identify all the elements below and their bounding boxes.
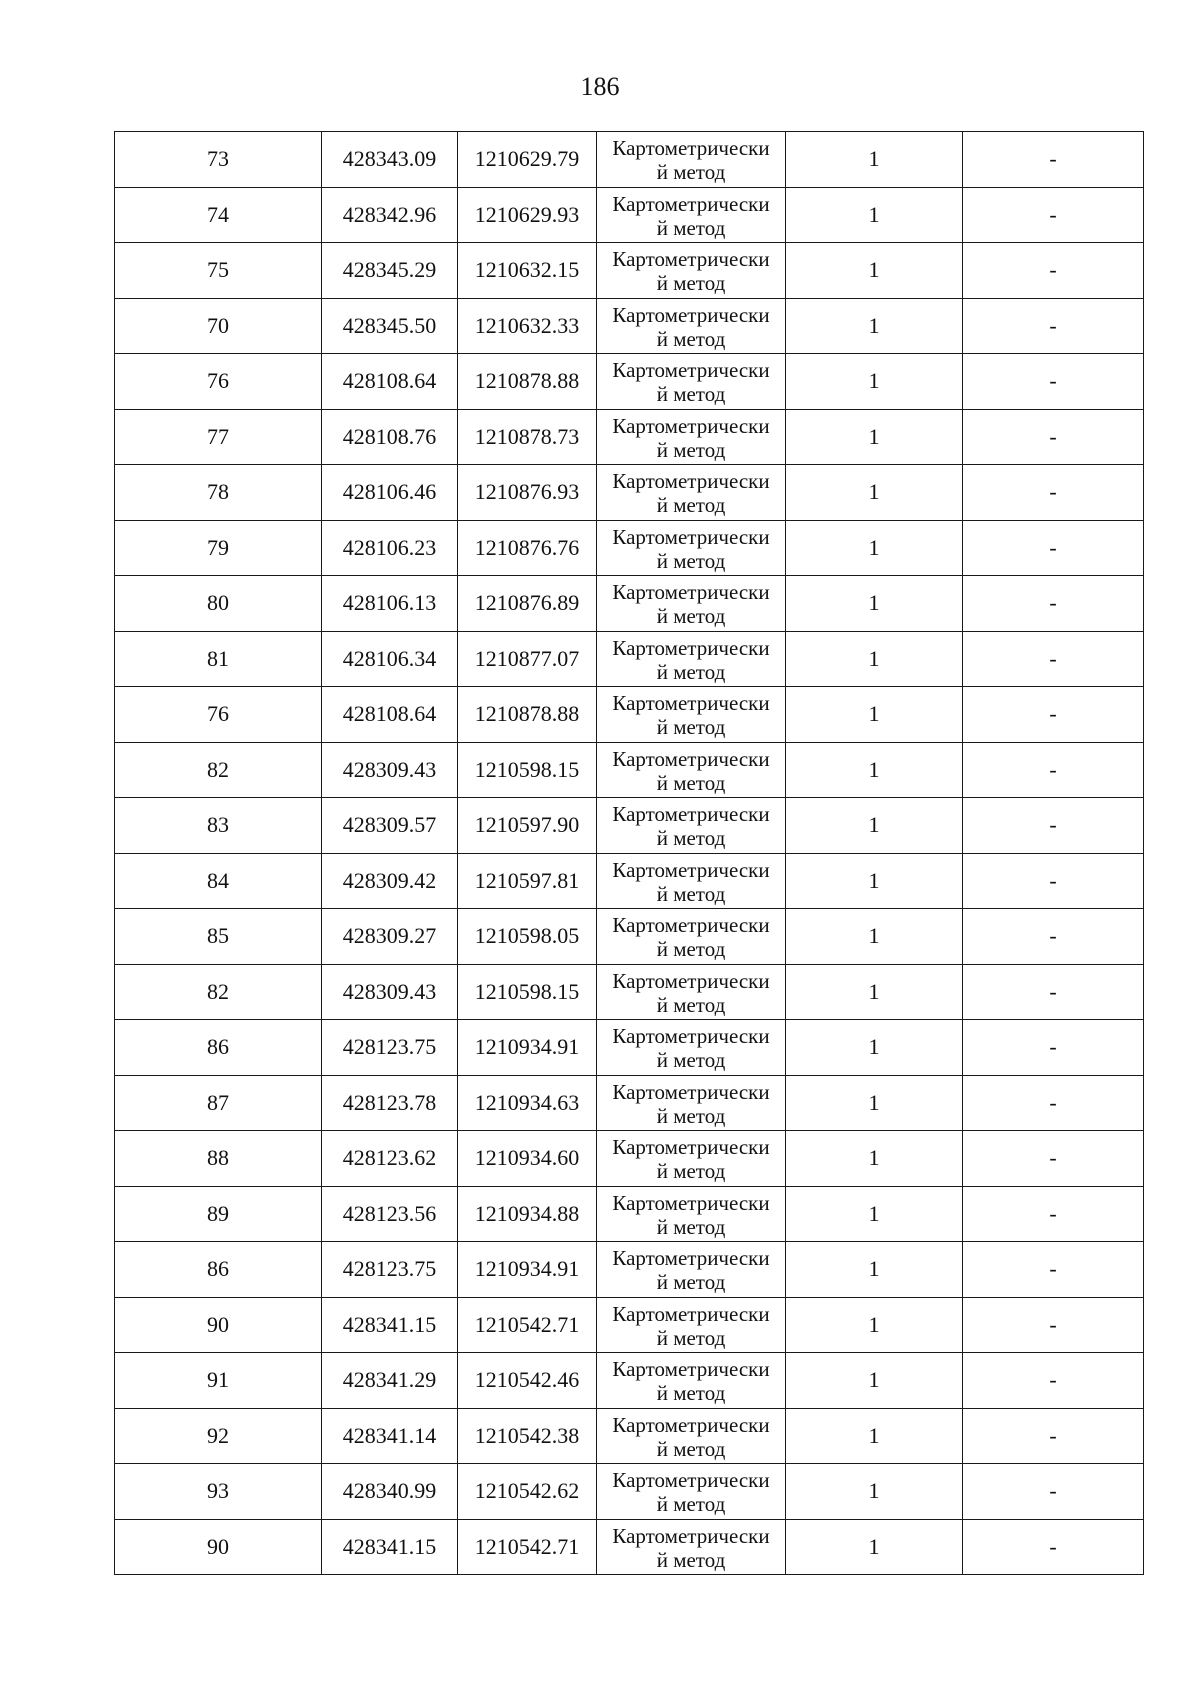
x-coordinate-cell: 428343.09 [322, 132, 458, 188]
note-cell: - [963, 964, 1144, 1020]
method-cell [597, 1242, 786, 1298]
note-cell: - [963, 853, 1144, 909]
method-cell [597, 853, 786, 909]
table-row [115, 1408, 1144, 1464]
method-text-line-2: й метод [656, 437, 726, 462]
table-row [115, 520, 1144, 576]
method-text-line-2: й метод [656, 493, 726, 518]
y-coordinate-cell: 1210876.89 [458, 576, 597, 632]
x-coordinate-cell: 428106.23 [322, 520, 458, 576]
y-coordinate-cell: 1210629.79 [458, 132, 597, 188]
note-cell: - [963, 465, 1144, 521]
point-number-cell: 84 [115, 853, 322, 909]
note-cell: - [963, 1408, 1144, 1464]
accuracy-cell: 1 [786, 1075, 963, 1131]
note-cell: - [963, 1353, 1144, 1409]
note-cell: - [963, 1464, 1144, 1520]
point-number-cell: 79 [115, 520, 322, 576]
method-text-line-1: Картометрически [612, 247, 770, 272]
accuracy-cell: 1 [786, 1131, 963, 1187]
method-text-line-1: Картометрически [612, 136, 770, 161]
point-number-cell: 89 [115, 1186, 322, 1242]
x-coordinate-cell: 428309.57 [322, 798, 458, 854]
method-text-line-2: й метод [656, 937, 726, 962]
accuracy-cell: 1 [786, 1353, 963, 1409]
point-number-cell: 90 [115, 1519, 322, 1575]
method-text-line-1: Картометрически [612, 1190, 770, 1215]
method-text-line-2: й метод [656, 1492, 726, 1517]
method-cell [597, 1186, 786, 1242]
accuracy-cell: 1 [786, 354, 963, 410]
x-coordinate-cell: 428108.64 [322, 354, 458, 410]
x-coordinate-cell: 428345.29 [322, 243, 458, 299]
y-coordinate-cell: 1210876.93 [458, 465, 597, 521]
note-cell: - [963, 132, 1144, 188]
note-cell: - [963, 576, 1144, 632]
method-text-line-2: й метод [656, 271, 726, 296]
accuracy-cell: 1 [786, 298, 963, 354]
note-cell: - [963, 909, 1144, 965]
method-text-line-2: й метод [656, 1547, 726, 1572]
method-text-line-1: Картометрически [612, 746, 770, 771]
table-row [115, 1242, 1144, 1298]
accuracy-cell: 1 [786, 1186, 963, 1242]
x-coordinate-cell: 428342.96 [322, 187, 458, 243]
note-cell: - [963, 1242, 1144, 1298]
method-text-line-2: й метод [656, 215, 726, 240]
point-number-cell: 86 [115, 1242, 322, 1298]
table-row [115, 354, 1144, 410]
method-cell [597, 520, 786, 576]
x-coordinate-cell: 428341.15 [322, 1297, 458, 1353]
x-coordinate-cell: 428309.43 [322, 964, 458, 1020]
method-text-line-2: й метод [656, 1214, 726, 1239]
x-coordinate-cell: 428123.75 [322, 1020, 458, 1076]
note-cell: - [963, 798, 1144, 854]
accuracy-cell: 1 [786, 1519, 963, 1575]
method-text-line-2: й метод [656, 1381, 726, 1406]
accuracy-cell: 1 [786, 1297, 963, 1353]
accuracy-cell: 1 [786, 1242, 963, 1298]
point-number-cell: 76 [115, 687, 322, 743]
method-cell [597, 1519, 786, 1575]
note-cell: - [963, 187, 1144, 243]
note-cell: - [963, 631, 1144, 687]
method-text-line-1: Картометрически [612, 1024, 770, 1049]
note-cell: - [963, 742, 1144, 798]
x-coordinate-cell: 428108.76 [322, 409, 458, 465]
y-coordinate-cell: 1210934.60 [458, 1131, 597, 1187]
method-text-line-2: й метод [656, 160, 726, 185]
note-cell: - [963, 409, 1144, 465]
method-text-line-1: Картометрически [612, 524, 770, 549]
method-cell [597, 187, 786, 243]
method-text-line-2: й метод [656, 1270, 726, 1295]
method-text-line-2: й метод [656, 770, 726, 795]
y-coordinate-cell: 1210632.33 [458, 298, 597, 354]
table-row [115, 187, 1144, 243]
note-cell: - [963, 1186, 1144, 1242]
method-cell [597, 687, 786, 743]
method-text-line-1: Картометрически [612, 580, 770, 605]
method-text-line-2: й метод [656, 715, 726, 740]
point-number-cell: 74 [115, 187, 322, 243]
table-row [115, 132, 1144, 188]
accuracy-cell: 1 [786, 631, 963, 687]
method-text-line-2: й метод [656, 1159, 726, 1184]
x-coordinate-cell: 428309.27 [322, 909, 458, 965]
method-text-line-2: й метод [656, 1436, 726, 1461]
point-number-cell: 86 [115, 1020, 322, 1076]
accuracy-cell: 1 [786, 465, 963, 521]
method-text-line-2: й метод [656, 1048, 726, 1073]
coordinates-table [114, 131, 1144, 1575]
method-text-line-1: Картометрически [612, 191, 770, 216]
method-cell [597, 576, 786, 632]
note-cell: - [963, 1020, 1144, 1076]
y-coordinate-cell: 1210934.63 [458, 1075, 597, 1131]
point-number-cell: 76 [115, 354, 322, 410]
table-row [115, 1075, 1144, 1131]
accuracy-cell: 1 [786, 853, 963, 909]
y-coordinate-cell: 1210542.62 [458, 1464, 597, 1520]
method-text-line-2: й метод [656, 1103, 726, 1128]
accuracy-cell: 1 [786, 520, 963, 576]
y-coordinate-cell: 1210877.07 [458, 631, 597, 687]
accuracy-cell: 1 [786, 909, 963, 965]
accuracy-cell: 1 [786, 742, 963, 798]
x-coordinate-cell: 428108.64 [322, 687, 458, 743]
y-coordinate-cell: 1210542.71 [458, 1519, 597, 1575]
method-cell [597, 465, 786, 521]
x-coordinate-cell: 428345.50 [322, 298, 458, 354]
method-text-line-1: Картометрически [612, 968, 770, 993]
method-text-line-1: Картометрически [612, 857, 770, 882]
point-number-cell: 77 [115, 409, 322, 465]
method-text-line-1: Картометрически [612, 913, 770, 938]
table-row [115, 1131, 1144, 1187]
table-row [115, 1297, 1144, 1353]
method-text-line-1: Картометрически [612, 1301, 770, 1326]
method-cell [597, 354, 786, 410]
method-text-line-1: Картометрически [612, 635, 770, 660]
accuracy-cell: 1 [786, 798, 963, 854]
method-cell [597, 1020, 786, 1076]
point-number-cell: 85 [115, 909, 322, 965]
accuracy-cell: 1 [786, 687, 963, 743]
table-row [115, 964, 1144, 1020]
point-number-cell: 81 [115, 631, 322, 687]
table-row [115, 631, 1144, 687]
point-number-cell: 82 [115, 742, 322, 798]
y-coordinate-cell: 1210598.15 [458, 742, 597, 798]
y-coordinate-cell: 1210542.38 [458, 1408, 597, 1464]
method-text-line-2: й метод [656, 1325, 726, 1350]
method-text-line-2: й метод [656, 604, 726, 629]
method-text-line-2: й метод [656, 992, 726, 1017]
y-coordinate-cell: 1210598.15 [458, 964, 597, 1020]
table-row [115, 465, 1144, 521]
accuracy-cell: 1 [786, 576, 963, 632]
table-row [115, 576, 1144, 632]
table-row [115, 742, 1144, 798]
point-number-cell: 80 [115, 576, 322, 632]
point-number-cell: 91 [115, 1353, 322, 1409]
accuracy-cell: 1 [786, 187, 963, 243]
method-cell [597, 742, 786, 798]
method-text-line-2: й метод [656, 548, 726, 573]
x-coordinate-cell: 428341.29 [322, 1353, 458, 1409]
table-row [115, 798, 1144, 854]
method-text-line-1: Картометрически [612, 1246, 770, 1271]
method-text-line-1: Картометрически [612, 1135, 770, 1160]
accuracy-cell: 1 [786, 132, 963, 188]
method-cell [597, 1075, 786, 1131]
method-text-line-2: й метод [656, 382, 726, 407]
note-cell: - [963, 687, 1144, 743]
method-text-line-2: й метод [656, 826, 726, 851]
table-row [115, 1186, 1144, 1242]
table-row [115, 853, 1144, 909]
accuracy-cell: 1 [786, 964, 963, 1020]
point-number-cell: 78 [115, 465, 322, 521]
point-number-cell: 70 [115, 298, 322, 354]
y-coordinate-cell: 1210598.05 [458, 909, 597, 965]
coordinates-table-body [115, 132, 1144, 1575]
x-coordinate-cell: 428106.34 [322, 631, 458, 687]
method-cell [597, 1297, 786, 1353]
method-text-line-1: Картометрически [612, 358, 770, 383]
y-coordinate-cell: 1210597.90 [458, 798, 597, 854]
point-number-cell: 90 [115, 1297, 322, 1353]
method-cell [597, 798, 786, 854]
y-coordinate-cell: 1210629.93 [458, 187, 597, 243]
point-number-cell: 87 [115, 1075, 322, 1131]
table-row [115, 1020, 1144, 1076]
table-row [115, 909, 1144, 965]
y-coordinate-cell: 1210934.91 [458, 1020, 597, 1076]
table-row [115, 1353, 1144, 1409]
method-cell [597, 909, 786, 965]
y-coordinate-cell: 1210876.76 [458, 520, 597, 576]
note-cell: - [963, 1519, 1144, 1575]
x-coordinate-cell: 428340.99 [322, 1464, 458, 1520]
x-coordinate-cell: 428106.46 [322, 465, 458, 521]
note-cell: - [963, 298, 1144, 354]
y-coordinate-cell: 1210597.81 [458, 853, 597, 909]
point-number-cell: 93 [115, 1464, 322, 1520]
method-text-line-1: Картометрически [612, 413, 770, 438]
method-cell [597, 243, 786, 299]
x-coordinate-cell: 428123.62 [322, 1131, 458, 1187]
x-coordinate-cell: 428123.56 [322, 1186, 458, 1242]
point-number-cell: 82 [115, 964, 322, 1020]
y-coordinate-cell: 1210878.88 [458, 354, 597, 410]
y-coordinate-cell: 1210934.88 [458, 1186, 597, 1242]
x-coordinate-cell: 428341.14 [322, 1408, 458, 1464]
page-number: 186 [580, 72, 620, 101]
point-number-cell: 83 [115, 798, 322, 854]
note-cell: - [963, 520, 1144, 576]
accuracy-cell: 1 [786, 409, 963, 465]
method-cell [597, 631, 786, 687]
accuracy-cell: 1 [786, 243, 963, 299]
method-cell [597, 132, 786, 188]
y-coordinate-cell: 1210934.91 [458, 1242, 597, 1298]
method-text-line-2: й метод [656, 881, 726, 906]
table-row [115, 409, 1144, 465]
x-coordinate-cell: 428106.13 [322, 576, 458, 632]
y-coordinate-cell: 1210632.15 [458, 243, 597, 299]
accuracy-cell: 1 [786, 1020, 963, 1076]
accuracy-cell: 1 [786, 1408, 963, 1464]
table-row [115, 298, 1144, 354]
method-text-line-1: Картометрически [612, 302, 770, 327]
method-cell [597, 1464, 786, 1520]
x-coordinate-cell: 428123.75 [322, 1242, 458, 1298]
y-coordinate-cell: 1210542.71 [458, 1297, 597, 1353]
method-text-line-1: Картометрически [612, 802, 770, 827]
point-number-cell: 92 [115, 1408, 322, 1464]
method-cell [597, 1353, 786, 1409]
point-number-cell: 88 [115, 1131, 322, 1187]
table-row [115, 243, 1144, 299]
method-cell [597, 1131, 786, 1187]
method-cell [597, 1408, 786, 1464]
y-coordinate-cell: 1210878.73 [458, 409, 597, 465]
method-text-line-2: й метод [656, 326, 726, 351]
method-text-line-1: Картометрически [612, 1468, 770, 1493]
point-number-cell: 75 [115, 243, 322, 299]
table-row [115, 1519, 1144, 1575]
method-cell [597, 964, 786, 1020]
y-coordinate-cell: 1210542.46 [458, 1353, 597, 1409]
x-coordinate-cell: 428341.15 [322, 1519, 458, 1575]
method-text-line-2: й метод [656, 659, 726, 684]
point-number-cell: 73 [115, 132, 322, 188]
note-cell: - [963, 1075, 1144, 1131]
method-text-line-1: Картометрически [612, 1523, 770, 1548]
method-cell [597, 298, 786, 354]
method-cell [597, 409, 786, 465]
x-coordinate-cell: 428309.43 [322, 742, 458, 798]
method-text-line-1: Картометрически [612, 691, 770, 716]
method-text-line-1: Картометрически [612, 1412, 770, 1437]
accuracy-cell: 1 [786, 1464, 963, 1520]
note-cell: - [963, 1297, 1144, 1353]
note-cell: - [963, 243, 1144, 299]
table-row [115, 1464, 1144, 1520]
method-text-line-1: Картометрически [612, 1357, 770, 1382]
note-cell: - [963, 1131, 1144, 1187]
y-coordinate-cell: 1210878.88 [458, 687, 597, 743]
method-text-line-1: Картометрически [612, 1079, 770, 1104]
x-coordinate-cell: 428123.78 [322, 1075, 458, 1131]
x-coordinate-cell: 428309.42 [322, 853, 458, 909]
note-cell: - [963, 354, 1144, 410]
table-row [115, 687, 1144, 743]
method-text-line-1: Картометрически [612, 469, 770, 494]
